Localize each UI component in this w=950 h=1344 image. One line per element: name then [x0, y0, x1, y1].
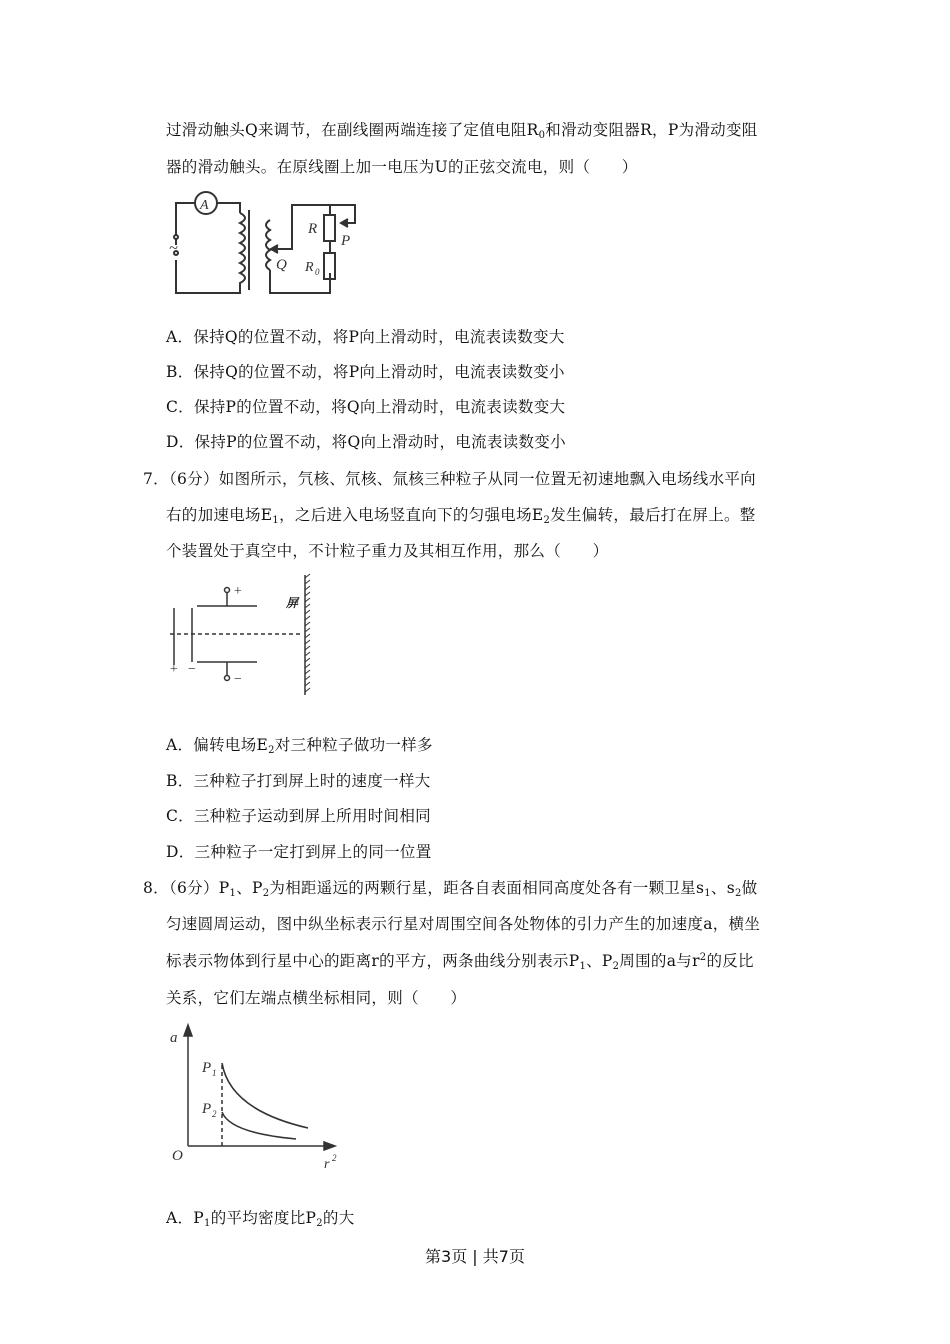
text-line: [166, 804, 431, 826]
text-segment: 的平均密度比P: [210, 1209, 317, 1227]
ac-source-symbol: ~: [169, 240, 178, 257]
transformer-circuit-figure: [160, 185, 370, 300]
text-line: [166, 325, 565, 347]
text-line: [166, 1206, 355, 1229]
text-line: [166, 360, 565, 382]
subscript: 1: [229, 888, 237, 899]
text-segment: 器的滑动触头。在原线圈上加一电压为U的正弦交流电，则（ ）: [166, 158, 638, 176]
subscript: 1: [272, 515, 280, 526]
acceleration-graph-figure: [160, 1020, 350, 1170]
x-axis-superscript: 2: [332, 1153, 337, 1163]
text-segment: A．偏转电场E: [166, 736, 269, 754]
subscript: 1: [204, 1218, 211, 1229]
text-line: [166, 769, 431, 791]
text-segment: 的反比: [706, 952, 754, 970]
curve-p2-subscript: 2: [212, 1109, 217, 1119]
subscript: 2: [268, 745, 275, 756]
text-segment: 个装置处于真空中，不计粒子重力及其相互作用，那么（ ）: [166, 542, 609, 560]
x-axis-label: r: [324, 1157, 330, 1170]
text-line: [166, 155, 638, 177]
text-line: [166, 912, 760, 934]
resistor-r0-label: R: [305, 260, 314, 275]
subscript: 2: [316, 1218, 323, 1229]
subscript: 2: [543, 515, 551, 526]
text-segment: 7．（6分）如图所示，氕核、氘核、氚核三种粒子从同一位置无初速地飘入电场线水平向: [143, 470, 756, 488]
text-segment: 匀速圆周运动，图中纵坐标表示行星对周围空间各处物体的引力产生的加速度a，横坐: [166, 915, 761, 933]
text-line: [166, 118, 758, 141]
text-segment: 、P: [586, 952, 613, 970]
curve-p1-subscript: 1: [212, 1068, 217, 1078]
screen-label: 屏: [286, 596, 299, 610]
text-segment: ，之后进入电场竖直向下的匀强电场E: [279, 506, 544, 524]
text-line: [166, 733, 433, 756]
text-segment: D．三种粒子一定打到屏上的同一位置: [166, 843, 432, 861]
subscript: 0: [538, 130, 546, 141]
text-line: [143, 876, 757, 899]
superscript: 2: [699, 952, 707, 963]
text-line: [166, 395, 565, 417]
text-segment: 、P: [236, 879, 263, 897]
text-segment: 和滑动变阻器R，P为滑动变阻: [545, 121, 758, 139]
text-segment: 过滑动触头Q来调节，在副线圈两端连接了定值电阻R: [166, 121, 539, 139]
subscript: 2: [262, 888, 270, 899]
subscript: 2: [734, 888, 742, 899]
slider-q-label: Q: [276, 257, 287, 273]
subscript: 1: [704, 888, 711, 899]
text-segment: 发生偏转，最后打在屏上。整: [550, 506, 756, 524]
text-segment: 关系，它们左端点横坐标相同，则（ ）: [166, 989, 467, 1007]
slider-p-label: P: [341, 233, 351, 249]
text-line: [166, 949, 754, 972]
left-plate-plus: +: [169, 662, 179, 677]
text-segment: C．保持P的位置不动，将Q向上滑动时，电流表读数变大: [166, 398, 566, 416]
text-line: [166, 840, 432, 862]
text-segment: 右的加速电场E: [166, 506, 273, 524]
text-segment: 周围的a与r: [619, 952, 700, 970]
left-plate-minus: −: [187, 662, 197, 677]
text-segment: A．保持Q的位置不动，将P向上滑动时，电流表读数变大: [166, 328, 565, 346]
text-segment: 的大: [322, 1209, 355, 1227]
text-segment: B．三种粒子打到屏上时的速度一样大: [166, 772, 431, 790]
subscript: 1: [579, 961, 587, 972]
text-segment: 做: [741, 879, 758, 897]
text-line: [166, 539, 608, 561]
text-line: [166, 503, 756, 526]
resistor-r0-subscript: 0: [315, 267, 320, 277]
text-line: [166, 986, 466, 1008]
text-segment: 对三种粒子做功一样多: [274, 736, 433, 754]
bottom-plate-minus: −: [233, 672, 243, 687]
text-segment: A．P: [166, 1209, 205, 1227]
origin-label: O: [172, 1148, 183, 1164]
text-line: [143, 467, 756, 489]
text-segment: D．保持P的位置不动，将Q向上滑动时，电流表读数变小: [166, 433, 566, 451]
text-segment: 、s: [710, 879, 735, 897]
ammeter-label: A: [200, 198, 209, 213]
page-footer: 第3页 | 共7页: [425, 1247, 525, 1266]
curve-p1-label: P: [202, 1060, 212, 1076]
text-segment: 为相距遥远的两颗行星，距各自表面相同高度处各有一颗卫星s: [269, 879, 705, 897]
text-segment: 8．（6分）P: [143, 879, 230, 897]
top-plate-plus: +: [233, 584, 243, 599]
text-line: [166, 430, 566, 452]
subscript: 2: [612, 961, 620, 972]
curve-p2-label: P: [202, 1101, 212, 1117]
text-segment: B．保持Q的位置不动，将P向上滑动时，电流表读数变小: [166, 363, 565, 381]
particle-deflection-figure: [160, 570, 320, 700]
text-segment: C．三种粒子运动到屏上所用时间相同: [166, 807, 431, 825]
y-axis-label: a: [170, 1030, 178, 1046]
resistor-r-label: R: [308, 221, 318, 237]
text-segment: 标表示物体到行星中心的距离r的平方，两条曲线分别表示P: [166, 952, 580, 970]
